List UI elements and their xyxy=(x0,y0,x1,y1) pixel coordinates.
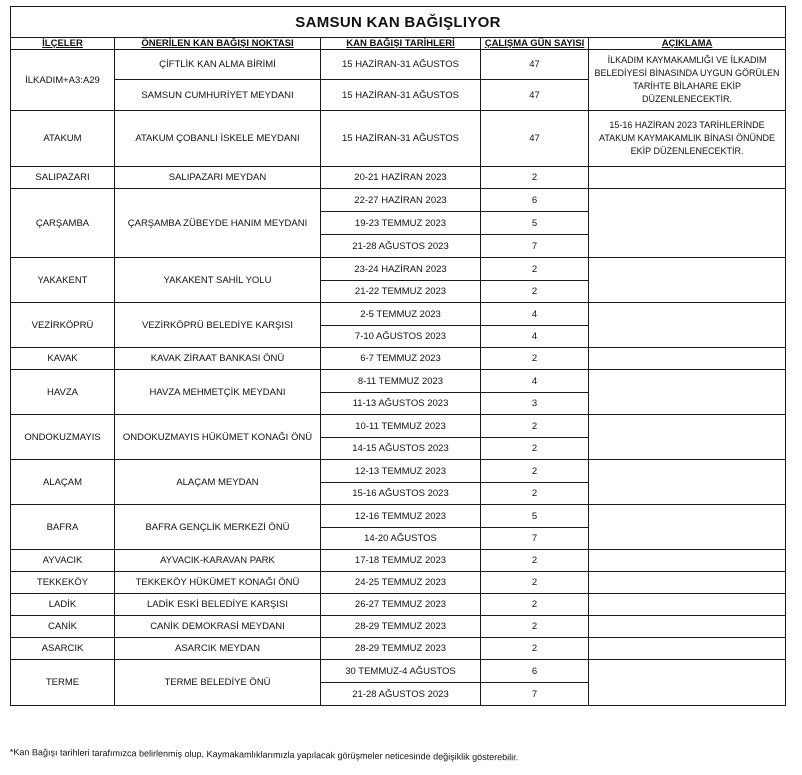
district-cell: ASARCIK xyxy=(11,638,115,660)
day-count-cell: 5 xyxy=(481,505,589,528)
day-count-cell: 2 xyxy=(481,550,589,572)
day-count-cell: 2 xyxy=(481,415,589,438)
location-cell: CANİK DEMOKRASİ MEYDANI xyxy=(115,616,321,638)
district-cell: VEZİRKÖPRÜ xyxy=(11,303,115,348)
location-cell: HAVZA MEHMETÇİK MEYDANI xyxy=(115,370,321,415)
date-cell: 21-28 AĞUSTOS 2023 xyxy=(321,683,481,706)
document-title: SAMSUN KAN BAĞIŞLIYOR xyxy=(11,7,786,38)
note-atakum: 15-16 HAZİRAN 2023 TARİHLERİNDE ATAKUM KAYMAKAMLIK BİNASI ÖNÜNDE EKİP DÜZENLENECEKTİR. xyxy=(589,111,786,167)
district-cell: ONDOKUZMAYIS xyxy=(11,415,115,460)
header-gun-sayisi: ÇALIŞMA GÜN SAYISI xyxy=(481,38,589,50)
date-cell: 21-22 TEMMUZ 2023 xyxy=(321,281,481,303)
date-cell: 8-11 TEMMUZ 2023 xyxy=(321,370,481,393)
date-cell: 19-23 TEMMUZ 2023 xyxy=(321,212,481,235)
day-count-cell: 2 xyxy=(481,616,589,638)
note-empty xyxy=(589,505,786,550)
day-count-cell: 2 xyxy=(481,438,589,460)
district-cell: HAVZA xyxy=(11,370,115,415)
location-cell: SALIPAZARI MEYDAN xyxy=(115,167,321,189)
location-cell: SAMSUN CUMHURİYET MEYDANI xyxy=(115,80,321,111)
date-cell: 28-29 TEMMUZ 2023 xyxy=(321,638,481,660)
day-count-cell: 4 xyxy=(481,326,589,348)
location-cell: ÇİFTLİK KAN ALMA BİRİMİ xyxy=(115,50,321,80)
location-cell: KAVAK ZİRAAT BANKASI ÖNÜ xyxy=(115,348,321,370)
note-empty xyxy=(589,550,786,572)
district-cell: KAVAK xyxy=(11,348,115,370)
day-count-cell: 47 xyxy=(481,111,589,167)
header-ilceler: İLÇELER xyxy=(11,38,115,50)
date-cell: 2-5 TEMMUZ 2023 xyxy=(321,303,481,326)
day-count-cell: 2 xyxy=(481,638,589,660)
date-cell: 17-18 TEMMUZ 2023 xyxy=(321,550,481,572)
note-empty xyxy=(589,415,786,460)
day-count-cell: 7 xyxy=(481,235,589,258)
date-cell: 22-27 HAZİRAN 2023 xyxy=(321,189,481,212)
date-cell: 21-28 AĞUSTOS 2023 xyxy=(321,235,481,258)
date-cell: 7-10 AĞUSTOS 2023 xyxy=(321,326,481,348)
document-page xyxy=(10,6,785,706)
location-cell: ÇARŞAMBA ZÜBEYDE HANIM MEYDANI xyxy=(115,189,321,258)
day-count-cell: 47 xyxy=(481,80,589,111)
date-cell: 15-16 AĞUSTOS 2023 xyxy=(321,483,481,505)
location-cell: YAKAKENT SAHİL YOLU xyxy=(115,258,321,303)
district-cell: AYVACIK xyxy=(11,550,115,572)
location-cell: ASARCIK MEYDAN xyxy=(115,638,321,660)
header-tarih: KAN BAĞIŞI TARİHLERİ xyxy=(321,38,481,50)
day-count-cell: 47 xyxy=(481,50,589,80)
date-cell: 30 TEMMUZ-4 AĞUSTOS xyxy=(321,660,481,683)
district-cell: LADİK xyxy=(11,594,115,616)
day-count-cell: 3 xyxy=(481,393,589,415)
date-cell: 11-13 AĞUSTOS 2023 xyxy=(321,393,481,415)
date-cell: 15 HAZİRAN-31 AĞUSTOS xyxy=(321,111,481,167)
note-empty xyxy=(589,258,786,303)
note-empty xyxy=(589,189,786,258)
district-cell: ALAÇAM xyxy=(11,460,115,505)
day-count-cell: 5 xyxy=(481,212,589,235)
date-cell: 10-11 TEMMUZ 2023 xyxy=(321,415,481,438)
date-cell: 24-25 TEMMUZ 2023 xyxy=(321,572,481,594)
location-cell: TERME BELEDİYE ÖNÜ xyxy=(115,660,321,706)
day-count-cell: 2 xyxy=(481,483,589,505)
note-empty xyxy=(589,572,786,594)
day-count-cell: 7 xyxy=(481,683,589,706)
note-empty xyxy=(589,660,786,706)
date-cell: 15 HAZİRAN-31 AĞUSTOS xyxy=(321,50,481,80)
district-cell: YAKAKENT xyxy=(11,258,115,303)
location-cell: LADİK ESKİ BELEDİYE KARŞISI xyxy=(115,594,321,616)
district-cell: SALIPAZARI xyxy=(11,167,115,189)
day-count-cell: 2 xyxy=(481,460,589,483)
location-cell: AYVACIK-KARAVAN PARK xyxy=(115,550,321,572)
location-cell: BAFRA GENÇLİK MERKEZİ ÖNÜ xyxy=(115,505,321,550)
location-cell: TEKKEKÖY HÜKÜMET KONAĞI ÖNÜ xyxy=(115,572,321,594)
day-count-cell: 2 xyxy=(481,258,589,281)
note-empty xyxy=(589,616,786,638)
note-empty xyxy=(589,460,786,505)
note-empty xyxy=(589,638,786,660)
date-cell: 15 HAZİRAN-31 AĞUSTOS xyxy=(321,80,481,111)
header-aciklama: AÇIKLAMA xyxy=(589,38,786,50)
district-cell: CANİK xyxy=(11,616,115,638)
header-nokta: ÖNERİLEN KAN BAĞIŞI NOKTASI xyxy=(115,38,321,50)
note-empty xyxy=(589,370,786,415)
day-count-cell: 2 xyxy=(481,572,589,594)
location-cell: VEZİRKÖPRÜ BELEDİYE KARŞISI xyxy=(115,303,321,348)
day-count-cell: 6 xyxy=(481,189,589,212)
note-empty xyxy=(589,348,786,370)
location-cell: ALAÇAM MEYDAN xyxy=(115,460,321,505)
location-cell: ATAKUM ÇOBANLI İSKELE MEYDANI xyxy=(115,111,321,167)
note-empty xyxy=(589,594,786,616)
date-cell: 14-20 AĞUSTOS xyxy=(321,528,481,550)
district-cell: TEKKEKÖY xyxy=(11,572,115,594)
location-cell: ONDOKUZMAYIS HÜKÜMET KONAĞI ÖNÜ xyxy=(115,415,321,460)
district-cell: İLKADIM+A3:A29 xyxy=(11,50,115,111)
day-count-cell: 4 xyxy=(481,370,589,393)
note-empty xyxy=(589,303,786,348)
district-cell: TERME xyxy=(11,660,115,706)
day-count-cell: 4 xyxy=(481,303,589,326)
note-ilkadim: İLKADIM KAYMAKAMLIĞI VE İLKADIM BELEDİYESİ BİNASINDA UYGUN GÖRÜLEN TARİHTE BİLAHARE EKİP DÜZENLENECEKTİR. xyxy=(589,50,786,111)
date-cell: 6-7 TEMMUZ 2023 xyxy=(321,348,481,370)
day-count-cell: 6 xyxy=(481,660,589,683)
district-cell: ÇARŞAMBA xyxy=(11,189,115,258)
date-cell: 23-24 HAZİRAN 2023 xyxy=(321,258,481,281)
day-count-cell: 2 xyxy=(481,281,589,303)
date-cell: 14-15 AĞUSTOS 2023 xyxy=(321,438,481,460)
footnote: *Kan Bağışı tarihleri tarafımızca belirlenmiş olup, Kaymakamlıklarımızla yapılacak görüşmeler neticesinde değişiklik gösterebilir. xyxy=(9,747,519,763)
date-cell: 26-27 TEMMUZ 2023 xyxy=(321,594,481,616)
date-cell: 20-21 HAZİRAN 2023 xyxy=(321,167,481,189)
district-cell: ATAKUM xyxy=(11,111,115,167)
date-cell: 12-16 TEMMUZ 2023 xyxy=(321,505,481,528)
day-count-cell: 2 xyxy=(481,594,589,616)
day-count-cell: 2 xyxy=(481,348,589,370)
blood-donation-table xyxy=(10,6,786,706)
date-cell: 28-29 TEMMUZ 2023 xyxy=(321,616,481,638)
day-count-cell: 2 xyxy=(481,167,589,189)
note-empty xyxy=(589,167,786,189)
district-cell: BAFRA xyxy=(11,505,115,550)
day-count-cell: 7 xyxy=(481,528,589,550)
date-cell: 12-13 TEMMUZ 2023 xyxy=(321,460,481,483)
